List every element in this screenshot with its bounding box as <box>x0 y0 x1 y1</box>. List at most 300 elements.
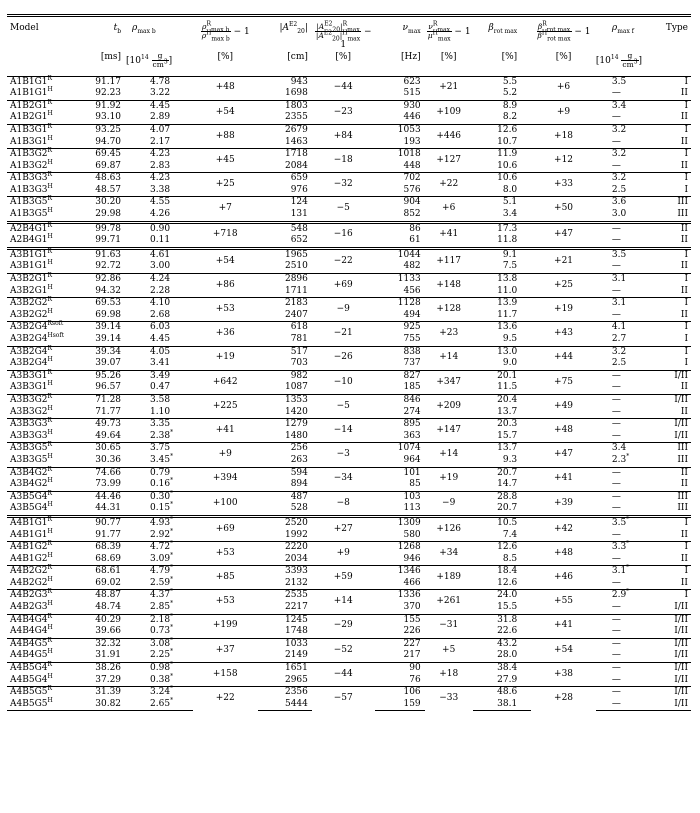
a20-ratio-cell: −14 <box>312 419 375 443</box>
a20-cell: 3393 <box>258 566 312 578</box>
model-cell: $A4B1G2^H$ <box>10 551 53 564</box>
model-cell: $A4B1G1^R$ <box>7 516 75 529</box>
a20-ratio-cell: +84 <box>312 124 375 148</box>
model-cell: $A4B4G5^R$ <box>7 638 75 650</box>
tb-cell: 96.57 <box>95 382 122 393</box>
table-row <box>7 248 691 261</box>
table-row <box>7 76 691 88</box>
nu-ratio-cell: +126 <box>425 516 473 541</box>
a20-cell: 1698 <box>284 88 308 99</box>
a20-cell: 781 <box>290 334 308 345</box>
rhof-cell: 3.2 <box>596 173 657 185</box>
tb-cell: 68.39 <box>75 542 126 554</box>
rhof-cell: — <box>611 160 621 171</box>
rho-cell: 3.35 <box>126 419 193 431</box>
tb-cell: 95.26 <box>75 370 126 382</box>
table-row <box>7 419 691 431</box>
a20-cell: 1718 <box>258 149 312 161</box>
unit-beta: [%] <box>473 52 531 77</box>
rho-ratio-cell: +85 <box>193 566 258 590</box>
nu-cell: 1018 <box>375 149 425 161</box>
tb-cell: 74.66 <box>75 467 126 479</box>
model-cell: $A4B1G2^R$ <box>7 542 75 554</box>
type-cell: I <box>656 100 691 112</box>
a20-ratio-cell: +69 <box>312 274 375 298</box>
rho-cell: 3.09* <box>150 551 174 564</box>
table-row <box>7 322 691 334</box>
beta-cell: 9.5 <box>502 334 518 345</box>
rho-cell: 4.93* <box>126 516 193 529</box>
beta-cell: 12.6 <box>473 124 531 136</box>
table-row <box>7 542 691 554</box>
a20-cell: 1279 <box>258 419 312 431</box>
beta-ratio-cell: +19 <box>531 298 596 322</box>
rho-ratio-cell: +53 <box>193 298 258 322</box>
model-cell: $A3B3G5^R$ <box>7 443 75 455</box>
beta-ratio-cell: +6 <box>556 82 571 93</box>
rho-cell: 4.24 <box>126 274 193 286</box>
tb-cell: 30.36 <box>95 454 122 465</box>
beta-ratio-cell: +42 <box>531 516 596 541</box>
nu-cell: 1346 <box>375 566 425 578</box>
tb-cell: 68.61 <box>75 566 126 578</box>
a20-ratio-cell: −5 <box>312 394 375 418</box>
rho-ratio-cell: +54 <box>193 100 258 124</box>
table-row <box>7 663 691 675</box>
unit-tb: [ms] <box>75 52 126 77</box>
a20-cell: 2510 <box>284 261 308 272</box>
beta-cell: 20.1 <box>473 370 531 382</box>
a20-ratio-cell: −3 <box>312 443 375 467</box>
rhof-cell: — <box>611 261 621 272</box>
type-cell: II <box>680 235 688 246</box>
nu-ratio-cell: +22 <box>425 173 473 197</box>
model-cell: $A1B1G1^H$ <box>10 86 53 99</box>
beta-ratio-cell: +46 <box>531 566 596 590</box>
model-cell: $A3B2G4^{Rsoft}$ <box>7 322 75 334</box>
rho-cell: 0.15* <box>150 501 174 514</box>
type-cell: II <box>680 261 688 272</box>
beta-cell: 9.1 <box>473 248 531 261</box>
type-cell: III <box>656 197 691 209</box>
beta-cell: 11.7 <box>497 309 518 320</box>
model-cell: $A1B2G1^R$ <box>7 100 75 112</box>
nu-cell: 846 <box>375 394 425 406</box>
tb-cell: 48.74 <box>95 602 122 613</box>
rhof-cell: 3.1* <box>596 566 657 578</box>
beta-cell: 28.0 <box>497 650 518 661</box>
model-cell: $A3B2G2^R$ <box>7 298 75 310</box>
beta-cell: 15.7 <box>497 430 518 441</box>
rhof-cell: — <box>596 491 657 503</box>
model-cell: $A1B1G1^R$ <box>10 74 53 87</box>
nu-ratio-cell: +18 <box>425 663 473 687</box>
model-cell: $A3B4G2^R$ <box>7 467 75 479</box>
type-cell: I/II <box>674 650 688 661</box>
a20-cell: 1353 <box>258 394 312 406</box>
table-body <box>7 76 691 711</box>
a20-ratio-cell: −26 <box>312 346 375 370</box>
model-cell: $A3B3G1^R$ <box>7 370 75 382</box>
a20-ratio-cell: −9 <box>312 298 375 322</box>
rho-cell: 0.73* <box>150 624 174 637</box>
nu-cell: 85 <box>409 479 421 490</box>
type-cell: III <box>677 454 688 465</box>
rho-ratio-cell: +7 <box>193 197 258 222</box>
tb-cell: 39.34 <box>75 346 126 358</box>
rho-ratio-cell: +86 <box>193 274 258 298</box>
rho-ratio-cell: +36 <box>193 322 258 346</box>
rhof-cell: — <box>611 674 621 685</box>
nu-ratio-cell: +117 <box>425 248 473 273</box>
nu-cell: 1128 <box>375 298 425 310</box>
rhof-cell: — <box>611 112 621 123</box>
a20-cell: 659 <box>258 173 312 185</box>
table-row <box>7 491 691 503</box>
nu-ratio-cell: +19 <box>425 467 473 491</box>
nu-ratio-cell: +21 <box>439 82 459 93</box>
beta-cell: 20.7 <box>473 467 531 479</box>
type-cell: I <box>684 184 688 195</box>
nu-cell: 76 <box>409 674 421 685</box>
nu-ratio-cell: +446 <box>425 124 473 148</box>
rho-ratio-cell: +88 <box>193 124 258 148</box>
type-cell: I/II <box>674 626 688 637</box>
rho-cell: 2.59* <box>150 575 174 588</box>
header-beta-ratio: $\frac{\beta^R_{rot max}}{\beta^H_{rot max}}$ − 1 <box>531 16 596 52</box>
header-tb: $t_b$ <box>75 16 126 52</box>
nu-ratio-cell: +109 <box>425 100 473 124</box>
tb-cell: 94.70 <box>95 136 122 147</box>
type-cell: I <box>656 566 691 578</box>
rho-cell: 2.25* <box>150 648 174 661</box>
table-row <box>7 638 691 650</box>
tb-cell: 71.77 <box>95 406 122 417</box>
type-cell: II <box>680 406 688 417</box>
rho-cell: 2.92* <box>150 527 174 540</box>
beta-cell: 13.7 <box>497 406 518 417</box>
model-cell: $A3B3G5^H$ <box>10 452 53 465</box>
type-cell: I/II <box>674 602 688 613</box>
rho-cell: 2.85* <box>150 600 174 613</box>
a20-cell: 487 <box>258 491 312 503</box>
rho-ratio-cell: +45 <box>193 149 258 173</box>
rhof-cell: 2.5 <box>611 184 627 195</box>
beta-ratio-cell: +41 <box>531 467 596 491</box>
beta-cell: 12.6 <box>473 542 531 554</box>
type-cell: I/II <box>656 614 691 626</box>
beta-ratio-cell: +25 <box>531 274 596 298</box>
rhof-cell: — <box>596 222 657 235</box>
nu-cell: 702 <box>375 173 425 185</box>
rho-cell: 0.38* <box>150 672 174 685</box>
table-row <box>7 173 691 185</box>
tb-cell: 91.63 <box>75 248 126 261</box>
a20-ratio-cell: +14 <box>312 590 375 614</box>
type-cell: II <box>680 479 688 490</box>
rho-ratio-cell: +48 <box>215 82 235 93</box>
rhof-cell: — <box>596 467 657 479</box>
rhof-cell: 3.0 <box>611 209 627 220</box>
beta-cell: 9.0 <box>502 358 518 369</box>
a20-ratio-cell: −29 <box>312 614 375 638</box>
a20-cell: 2034 <box>284 553 308 564</box>
tb-cell: 39.14 <box>95 334 122 345</box>
table-row <box>7 394 691 406</box>
tb-cell: 48.87 <box>75 590 126 602</box>
table-row <box>7 516 691 529</box>
nu-cell: 466 <box>403 577 421 588</box>
type-cell: I <box>684 358 688 369</box>
tb-cell: 32.32 <box>75 638 126 650</box>
rhof-cell: 3.1 <box>596 274 657 286</box>
a20-cell: 1748 <box>284 626 308 637</box>
beta-cell: 27.9 <box>497 674 518 685</box>
header-type: Type <box>656 16 691 52</box>
type-cell: I <box>656 173 691 185</box>
rhof-cell: — <box>611 503 621 514</box>
beta-cell: 31.8 <box>473 614 531 626</box>
a20-ratio-cell: −44 <box>333 82 353 93</box>
rho-ratio-cell: +41 <box>193 419 258 443</box>
rhof-cell: 3.3* <box>596 542 657 554</box>
header-a20: $|A^{E2}_{20}|$ <box>258 16 312 52</box>
type-cell: I <box>684 334 688 345</box>
tb-cell: 93.25 <box>75 124 126 136</box>
rhof-cell: 3.4 <box>596 443 657 455</box>
tb-cell: 68.69 <box>95 553 122 564</box>
beta-cell: 22.6 <box>497 626 518 637</box>
nu-cell: 964 <box>403 454 421 465</box>
tb-cell: 92.72 <box>95 261 122 272</box>
beta-cell: 12.6 <box>497 577 518 588</box>
nu-cell: 370 <box>403 602 421 613</box>
beta-cell: 11.0 <box>497 285 518 296</box>
model-cell: $A4B5G4^R$ <box>7 663 75 675</box>
type-cell: I <box>656 149 691 161</box>
tb-cell: 99.71 <box>95 235 122 246</box>
table-row <box>7 100 691 112</box>
nu-cell: 930 <box>375 100 425 112</box>
tb-cell: 69.98 <box>95 309 122 320</box>
nu-cell: 1309 <box>375 516 425 529</box>
tb-cell: 90.77 <box>75 516 126 529</box>
nu-ratio-cell: +14 <box>425 346 473 370</box>
rho-ratio-cell: +54 <box>193 248 258 273</box>
model-cell: $A4B4G4^H$ <box>10 624 53 637</box>
rho-ratio-cell: +642 <box>193 370 258 394</box>
a20-cell: 1803 <box>258 100 312 112</box>
table-row <box>7 274 691 286</box>
beta-cell: 20.3 <box>473 419 531 431</box>
a20-cell: 2520 <box>258 516 312 529</box>
type-cell: II <box>680 382 688 393</box>
rhof-cell: 3.5* <box>596 516 657 529</box>
tb-cell: 30.20 <box>75 197 126 209</box>
nu-cell: 904 <box>375 197 425 209</box>
rho-cell: 0.30* <box>126 491 193 503</box>
rho-cell: 2.68 <box>150 309 171 320</box>
a20-ratio-cell: −8 <box>312 491 375 516</box>
a20-ratio-cell: +27 <box>312 516 375 541</box>
tb-cell: 91.77 <box>95 529 122 540</box>
tb-cell: 39.66 <box>95 626 122 637</box>
rho-ratio-cell: +9 <box>193 443 258 467</box>
rho-cell: 4.07 <box>126 124 193 136</box>
header-beta: $\beta_{rot max}$ <box>473 16 531 52</box>
rhof-cell: — <box>611 529 621 540</box>
beta-ratio-cell: +49 <box>531 394 596 418</box>
beta-ratio-cell: +44 <box>531 346 596 370</box>
nu-cell: 103 <box>375 491 425 503</box>
nu-cell: 482 <box>403 261 421 272</box>
a20-ratio-cell: −57 <box>312 687 375 711</box>
rho-cell: 4.79* <box>126 566 193 578</box>
a20-cell: 1033 <box>258 638 312 650</box>
type-cell: II <box>656 467 691 479</box>
nu-ratio-cell: −33 <box>425 687 473 711</box>
a20-cell: 2149 <box>284 650 308 661</box>
beta-cell: 9.3 <box>502 454 518 465</box>
nu-cell: 494 <box>403 309 421 320</box>
nu-cell: 217 <box>403 650 421 661</box>
rho-ratio-cell: +199 <box>193 614 258 638</box>
table-row <box>7 687 691 699</box>
a20-cell: 2220 <box>258 542 312 554</box>
type-cell: I/II <box>674 430 688 441</box>
tb-cell: 99.78 <box>75 222 126 235</box>
a20-cell: 1087 <box>284 382 308 393</box>
a20-cell: 256 <box>258 443 312 455</box>
unit-nu-ratio: [%] <box>425 52 473 77</box>
beta-cell: 5.1 <box>473 197 531 209</box>
a20-cell: 982 <box>258 370 312 382</box>
rho-cell: 3.24* <box>126 687 193 699</box>
rhof-cell: — <box>611 430 621 441</box>
nu-cell: 226 <box>403 626 421 637</box>
rho-ratio-cell: +718 <box>193 222 258 248</box>
beta-cell: 7.5 <box>502 261 518 272</box>
rhof-cell: 2.3* <box>611 452 630 465</box>
nu-ratio-cell: +147 <box>425 419 473 443</box>
type-cell: II <box>680 553 688 564</box>
nu-cell: 623 <box>403 76 421 87</box>
rho-cell: 3.38 <box>150 184 171 195</box>
a20-cell: 2355 <box>284 112 308 123</box>
type-cell: II <box>680 577 688 588</box>
table-row <box>7 566 691 578</box>
nu-cell: 86 <box>375 222 425 235</box>
model-cell: $A3B3G1^H$ <box>10 380 53 393</box>
rhof-cell: 3.2 <box>596 124 657 136</box>
a20-ratio-cell: −5 <box>312 197 375 222</box>
nu-ratio-cell: +209 <box>425 394 473 418</box>
type-cell: III <box>656 443 691 455</box>
rho-ratio-cell: +69 <box>193 516 258 541</box>
tb-cell: 40.29 <box>75 614 126 626</box>
type-cell: II <box>656 222 691 235</box>
type-cell: II <box>680 112 688 123</box>
rho-cell: 1.10 <box>150 406 171 417</box>
a20-cell: 1480 <box>284 430 308 441</box>
beta-cell: 14.7 <box>497 479 518 490</box>
header-a20-ratio: $\frac{|A^{E2}_{20}|^R_{max}}{|A^{E2}_{20}|^H_{max}}$ − 1 <box>312 16 375 52</box>
beta-cell: 43.2 <box>473 638 531 650</box>
nu-cell: 895 <box>375 419 425 431</box>
beta-ratio-cell: +54 <box>531 638 596 662</box>
rho-cell: 2.83 <box>150 160 171 171</box>
tb-cell: 44.46 <box>75 491 126 503</box>
rhof-cell: 3.4 <box>596 100 657 112</box>
model-cell: $A4B5G5^H$ <box>7 699 75 711</box>
rhof-cell: — <box>611 309 621 320</box>
rhof-cell: — <box>611 626 621 637</box>
beta-ratio-cell: +47 <box>531 222 596 248</box>
rho-cell: 2.65* <box>126 699 193 711</box>
tb-cell: 94.32 <box>95 285 122 296</box>
a20-cell: 1651 <box>258 663 312 675</box>
tb-cell: 93.10 <box>95 112 122 123</box>
rhof-cell: — <box>611 88 621 99</box>
a20-ratio-cell: −10 <box>312 370 375 394</box>
type-cell: I <box>656 124 691 136</box>
type-cell: I <box>656 590 691 602</box>
rho-cell: 0.16* <box>150 477 174 490</box>
nu-cell: 1336 <box>375 590 425 602</box>
rho-cell: 3.75 <box>126 443 193 455</box>
tb-cell: 73.99 <box>95 479 122 490</box>
tb-cell: 69.45 <box>75 149 126 161</box>
rhof-cell: — <box>596 614 657 626</box>
unit-a20: [cm] <box>258 52 312 77</box>
a20-cell: 2356 <box>258 687 312 699</box>
a20-cell: 2679 <box>258 124 312 136</box>
rho-cell: 3.22 <box>150 88 171 99</box>
a20-ratio-cell: +9 <box>312 542 375 566</box>
type-cell: I <box>656 516 691 529</box>
beta-cell: 11.5 <box>497 382 518 393</box>
rho-cell: 4.78 <box>150 76 171 87</box>
rho-cell: 0.79 <box>126 467 193 479</box>
a20-cell: 1463 <box>284 136 308 147</box>
table-row <box>7 197 691 209</box>
a20-cell: 2407 <box>284 309 308 320</box>
type-cell: II <box>680 529 688 540</box>
table-row <box>7 149 691 161</box>
unit-rho: [$10^{14}$ $\frac{g}{cm^3}$ ] <box>126 52 193 77</box>
nu-ratio-cell: +14 <box>425 443 473 467</box>
nu-cell: 1044 <box>375 248 425 261</box>
rhof-cell: — <box>611 406 621 417</box>
type-cell: III <box>677 209 688 220</box>
nu-ratio-cell: +189 <box>425 566 473 590</box>
tb-cell: 48.63 <box>75 173 126 185</box>
rhof-cell: — <box>596 687 657 699</box>
type-cell: I/II <box>656 699 691 711</box>
rho-cell: 4.23 <box>126 173 193 185</box>
type-cell: III <box>656 491 691 503</box>
type-cell: III <box>677 503 688 514</box>
nu-cell: 274 <box>403 406 421 417</box>
rhof-cell: — <box>611 136 621 147</box>
rhof-cell: 2.7 <box>611 334 627 345</box>
beta-ratio-cell: +48 <box>531 542 596 566</box>
beta-cell: 8.9 <box>473 100 531 112</box>
beta-ratio-cell: +47 <box>531 443 596 467</box>
nu-cell: 515 <box>403 88 421 99</box>
model-cell: $A4B4G5^H$ <box>10 648 53 661</box>
beta-cell: 20.7 <box>497 503 518 514</box>
